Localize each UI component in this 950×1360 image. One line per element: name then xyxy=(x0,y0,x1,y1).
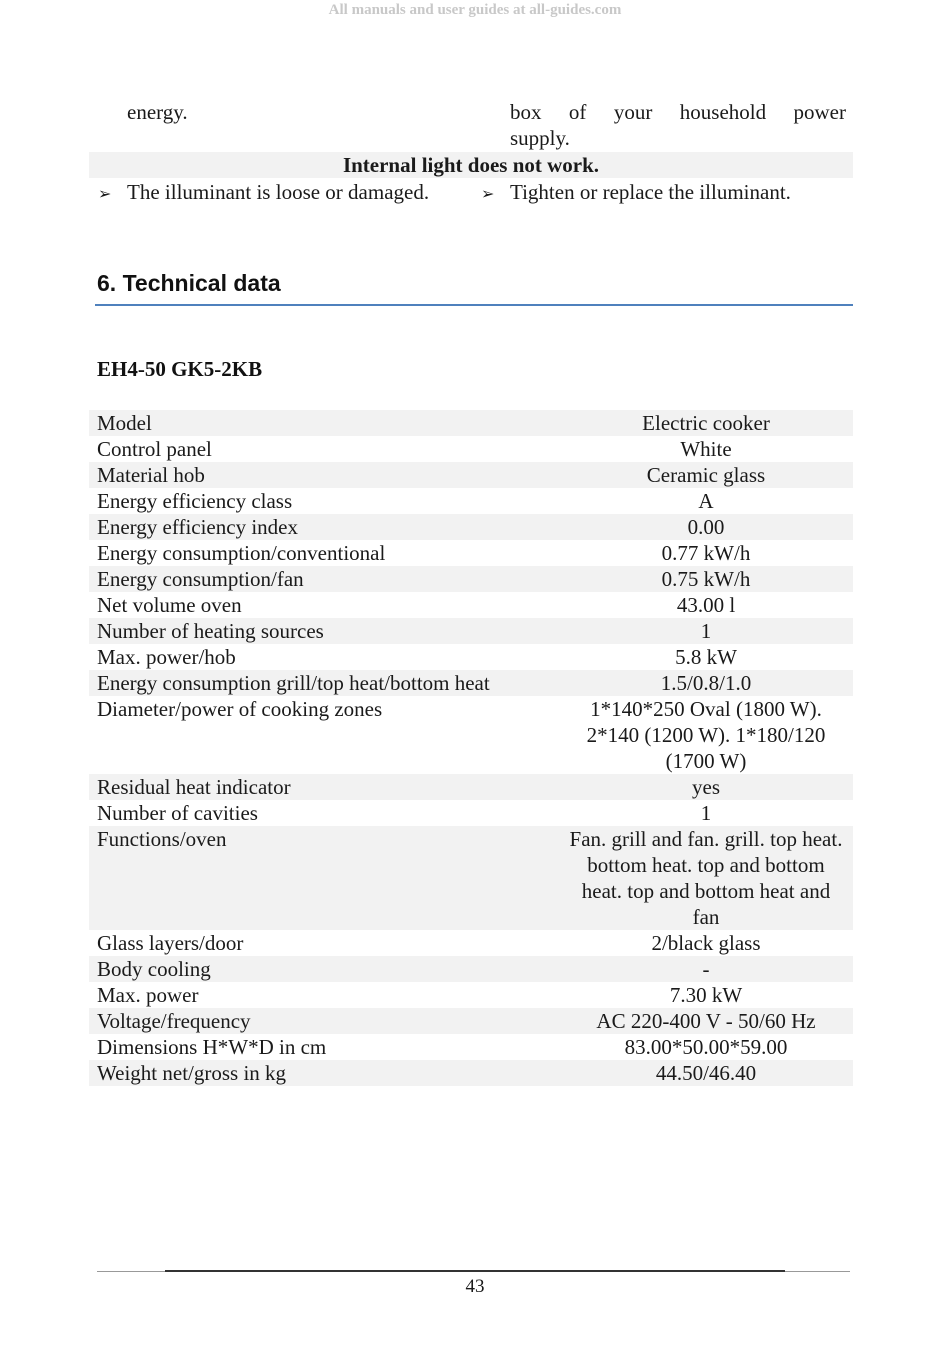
spec-value: White xyxy=(680,437,732,461)
spec-label: Material hob xyxy=(89,462,557,488)
spec-value: - xyxy=(557,956,853,982)
spec-row xyxy=(89,592,853,618)
spec-row xyxy=(89,644,853,670)
spec-row xyxy=(89,1034,853,1060)
spec-value: A xyxy=(698,489,714,513)
arrow-bullet-icon: ➢ xyxy=(481,186,495,203)
spec-row xyxy=(89,826,853,930)
spec-label: Control panel xyxy=(97,437,212,461)
spec-row xyxy=(89,436,853,462)
spec-value: 1*140*250 Oval (1800 W). 2*140 (1200 W). 1*180/120 (1700 W) xyxy=(586,697,826,773)
remedy-item xyxy=(481,178,791,206)
model-heading: EH4-50 GK5-2KB xyxy=(97,357,263,381)
spec-row xyxy=(89,410,853,436)
remedy-word: household xyxy=(679,100,767,124)
spec-label: Max. power/hob xyxy=(97,645,236,669)
spec-row xyxy=(89,618,853,644)
remedy-word: box xyxy=(510,100,542,124)
troubleshooting-table xyxy=(89,100,853,206)
spec-label: Functions/oven xyxy=(89,826,557,930)
spec-value: 44.50/46.40 xyxy=(557,1060,853,1086)
spec-value: 0.00 xyxy=(557,514,853,540)
trouble-row xyxy=(89,178,853,206)
trouble-row-previous-end xyxy=(89,126,853,152)
spec-row xyxy=(89,982,853,1008)
spec-value: 43.00 l xyxy=(676,593,736,617)
spec-value: Electric cooker xyxy=(557,410,853,436)
spec-label: Weight net/gross in kg xyxy=(89,1060,557,1086)
spec-row xyxy=(89,1008,853,1034)
spec-label: Residual heat indicator xyxy=(89,774,557,800)
spec-row xyxy=(89,930,853,956)
spec-value: 0.77 kW/h xyxy=(661,541,751,565)
spec-row xyxy=(89,462,853,488)
remedy-word: your xyxy=(613,100,653,124)
spec-value: yes xyxy=(557,774,853,800)
watermark: All manuals and user guides at all-guides.com xyxy=(328,2,622,18)
spec-label: Energy consumption grill/top heat/bottom heat xyxy=(89,670,557,696)
cause-text: The illuminant is loose or damaged. xyxy=(127,180,430,204)
spec-value: Ceramic glass xyxy=(557,462,853,488)
spec-value: 1.5/0.8/1.0 xyxy=(557,670,853,696)
spec-value: AC 220-400 V - 50/60 Hz xyxy=(557,1008,853,1034)
spec-row xyxy=(89,956,853,982)
spec-table xyxy=(89,410,853,1086)
spec-row xyxy=(89,514,853,540)
spec-row xyxy=(89,800,853,826)
spec-value: 83.00*50.00*59.00 xyxy=(624,1035,788,1059)
spec-label: Number of cavities xyxy=(97,801,258,825)
arrow-bullet-icon: ➢ xyxy=(98,186,112,203)
section-divider xyxy=(95,304,853,306)
remedy-word: of xyxy=(568,100,587,124)
spec-label: Max. power xyxy=(97,983,199,1007)
cause-item xyxy=(98,178,430,206)
spec-row xyxy=(89,566,853,592)
trouble-row-previous xyxy=(89,100,853,126)
spec-label: Net volume oven xyxy=(97,593,242,617)
spec-label: Glass layers/door xyxy=(97,931,244,955)
spec-value: Fan. grill and fan. grill. top heat. bottom heat. top and bottom heat. top and bottom heat and fan xyxy=(557,826,853,930)
page-number: 43 xyxy=(465,1276,485,1297)
previous-cause-tail: energy. xyxy=(127,100,188,124)
spec-row xyxy=(89,696,853,774)
spec-row xyxy=(89,670,853,696)
spec-label: Dimensions H*W*D in cm xyxy=(97,1035,327,1059)
spec-value: 7.30 kW xyxy=(669,983,743,1007)
spec-label: Diameter/power of cooking zones xyxy=(97,697,383,721)
previous-remedy-last: supply. xyxy=(510,126,570,150)
spec-row xyxy=(89,540,853,566)
spec-value: 2/black glass xyxy=(651,931,761,955)
spec-row xyxy=(89,1060,853,1086)
spec-label: Model xyxy=(89,410,557,436)
spec-value: 0.75 kW/h xyxy=(557,566,853,592)
spec-label: Body cooling xyxy=(89,956,557,982)
spec-label: Energy efficiency index xyxy=(89,514,557,540)
spec-label: Energy consumption/fan xyxy=(89,566,557,592)
spec-label: Number of heating sources xyxy=(89,618,557,644)
section-heading: 6. Technical data xyxy=(97,270,281,296)
footer-divider-accent xyxy=(165,1270,785,1272)
spec-value: 5.8 kW xyxy=(675,645,737,669)
spec-label: Voltage/frequency xyxy=(89,1008,557,1034)
trouble-header: Internal light does not work. xyxy=(89,152,853,178)
spec-row xyxy=(89,774,853,800)
remedy-text: Tighten or replace the illuminant. xyxy=(510,180,791,204)
spec-label: Energy consumption/conventional xyxy=(97,541,386,565)
spec-value: 1 xyxy=(557,618,853,644)
previous-remedy-words xyxy=(510,100,846,125)
spec-label: Energy efficiency class xyxy=(97,489,293,513)
previous-remedy-line xyxy=(510,100,846,125)
spec-value: 1 xyxy=(700,801,712,825)
remedy-word: power xyxy=(793,100,846,124)
spec-row xyxy=(89,488,853,514)
